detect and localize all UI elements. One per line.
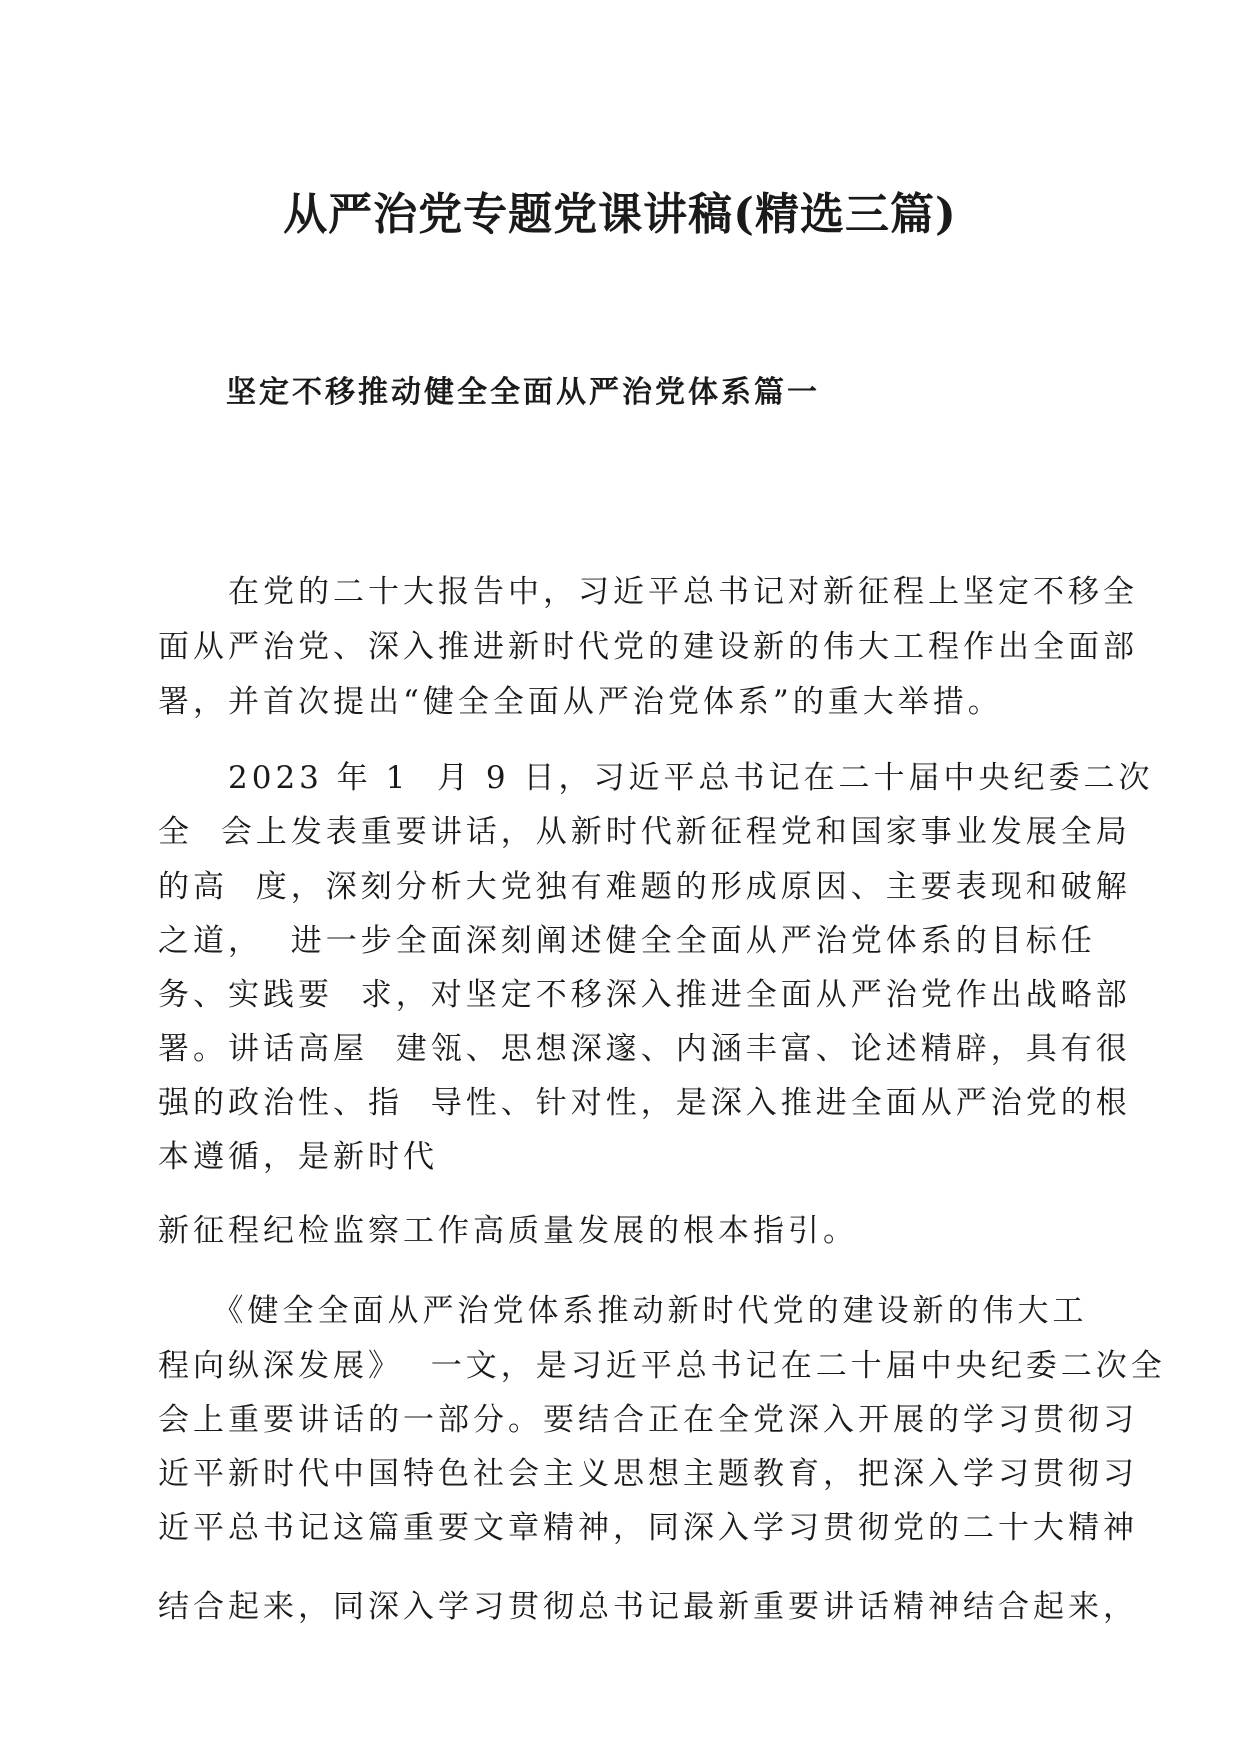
body-line: 署，并首次提出“健全全面从严治党体系”的重大举措。 [158,684,1003,720]
body-line: 新征程纪检监察工作高质量发展的根本指引。 [158,1213,858,1249]
body-line: 署。讲话高屋 建瓴、思想深邃、内涵丰富、论述精辟，具有很 [158,1031,1131,1067]
body-line: 《健全全面从严治党体系推动新时代党的建设新的伟大工 [158,1293,1088,1329]
body-line: 全 会上发表重要讲话，从新时代新征程党和国家事业发展全局 [158,814,1131,850]
body-line: 会上重要讲话的一部分。要结合正在全党深入开展的学习贯彻习 [158,1402,1138,1438]
body-line: 强的政治性、指 导性、针对性，是深入推进全面从严治党的根 [158,1085,1131,1121]
body-line: 近平总书记这篇重要文章精神，同深入学习贯彻党的二十大精神 [158,1510,1138,1546]
body-line: 本遵循，是新时代 [158,1139,438,1175]
body-line: 面从严治党、深入推进新时代党的建设新的伟大工程作出全面部 [158,629,1138,665]
body-line: 在党的二十大报告中，习近平总书记对新征程上坚定不移全 [158,574,1138,610]
body-line: 程向纵深发展》 一文，是习近平总书记在二十届中央纪委二次全 [158,1348,1166,1384]
body-line: 之道， 进一步全面深刻阐述健全全面从严治党体系的目标任 [158,923,1096,959]
body-line: 的高 度，深刻分析大党独有难题的形成原因、主要表现和破解 [158,869,1131,905]
section-heading: 坚定不移推动健全全面从严治党体系篇一 [226,375,820,410]
document-title: 从严治党专题党课讲稿(精选三篇) [283,189,957,240]
body-line: 近平新时代中国特色社会主义思想主题教育，把深入学习贯彻习 [158,1456,1138,1492]
body-line: 务、实践要 求，对坚定不移深入推进全面从严治党作出战略部 [158,977,1131,1013]
body-line: 2023 年 1 月 9 日，习近平总书记在二十届中央纪委二次 [158,760,1154,796]
body-line: 结合起来，同深入学习贯彻总书记最新重要讲话精神结合起来， [158,1589,1138,1625]
